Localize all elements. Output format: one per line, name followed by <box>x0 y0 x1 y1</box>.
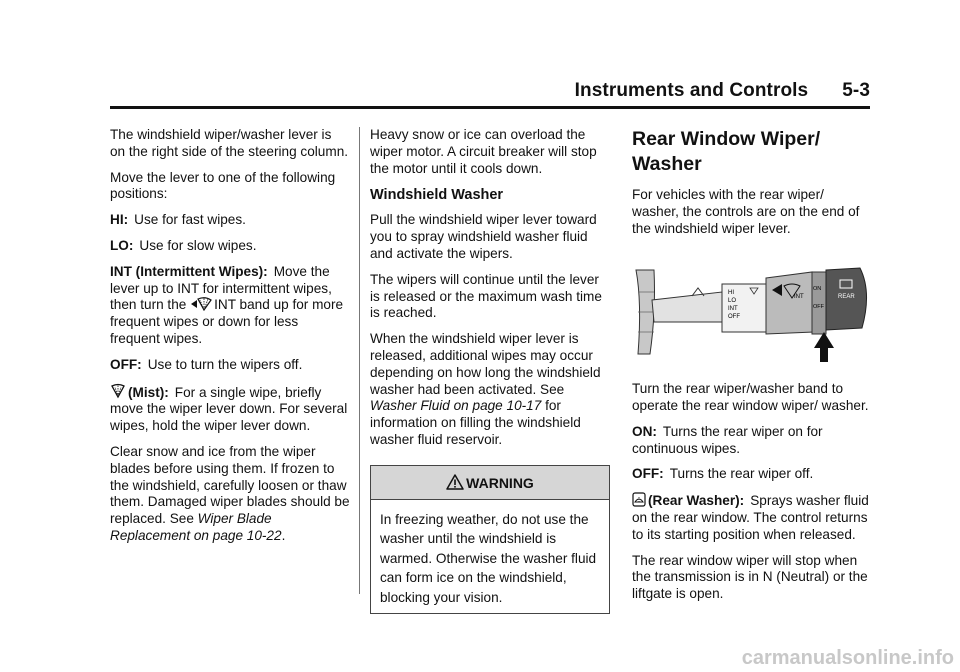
washer-fluid-ref-link[interactable]: Washer Fluid on page 10-17 <box>370 398 542 414</box>
turn-band-paragraph: Turn the rear wiper/washer band to operate the rear window wiper/ washer. <box>632 381 869 413</box>
released-text: When the windshield wiper lever is released, additional wipes may occur depending on how long the windshield washer had been activated. See <box>370 331 601 397</box>
wiper-lever-illustration <box>632 262 872 362</box>
rear-washer-text: Sprays washer fluid on the rear window. The control returns to its starting position when released. <box>632 493 869 542</box>
warning-text: In freezing weather, do not use the washer until the windshield is warmed. Otherwise the washer fluid can form ice on the windshield, blocking your vision. <box>380 511 597 605</box>
hi-item <box>110 212 350 229</box>
header-rule <box>110 106 870 109</box>
positions-paragraph: Move the lever to one of the following positions: <box>110 169 336 202</box>
lo-term: LO: <box>110 237 134 253</box>
fig-label-hi: HI <box>728 290 734 297</box>
on-text: Turns the rear wiper on for continuous wipes. <box>632 423 823 456</box>
column-divider <box>359 127 360 594</box>
rear-stop-paragraph: The rear window wiper will stop when the transmission is in N (Neutral) or the liftgate is open. <box>632 552 868 602</box>
watermark: carmanualsonline.info <box>741 647 954 669</box>
warning-title: WARNING <box>466 474 534 491</box>
pull-lever-paragraph: Pull the windshield wiper lever toward you to spray windshield washer fluid and activate the wipers. <box>370 212 597 261</box>
int-item <box>110 264 350 348</box>
fig-label-on: ON <box>813 286 822 293</box>
hi-term: HI: <box>110 212 129 228</box>
rear-wiper-heading: Rear Window Wiper/ Washer <box>632 128 821 175</box>
mist-text: For a single wipe, briefly move the wiper lever down. For several wipes, hold the wiper lever down. <box>110 384 348 434</box>
fig-label-off: OFF <box>728 314 740 321</box>
page-header <box>110 80 870 106</box>
overload-paragraph: Heavy snow or ice can overload the wiper motor. A circuit breaker will stop the motor until it cools down. <box>370 127 597 176</box>
rear-intro-paragraph: For vehicles with the rear wiper/ washer, the controls are on the end of the windshield wiper lever. <box>632 187 860 236</box>
windshield-washer-heading: Windshield Washer <box>370 187 504 204</box>
clear-end: . <box>281 527 286 543</box>
on-term: ON: <box>632 423 657 439</box>
column-1 <box>110 127 350 554</box>
clear-text: Clear snow and ice from the wiper blades before using them. If frozen to the windshield, carefully loosen or thaw them. Damaged wiper blades should be replaced. See <box>110 443 350 527</box>
column-2 <box>370 127 610 614</box>
int-text-2: INT band up for more frequent wipes or down for less frequent wipes. <box>110 297 344 346</box>
lo-item <box>110 238 350 255</box>
mist-icon <box>110 383 126 399</box>
mist-item <box>110 383 350 435</box>
lo-text: Use for slow wipes. <box>139 237 257 253</box>
intro-paragraph: The windshield wiper/washer lever is on the right side of the steering column. <box>110 127 349 159</box>
fig-label-int2: INT <box>794 294 804 301</box>
warning-header <box>371 466 609 500</box>
warning-icon <box>446 474 464 490</box>
page-number: 5-3 <box>842 80 870 101</box>
fig-label-int: INT <box>728 306 738 313</box>
int-text-1: Move the lever up to INT for intermittent wipes, then turn the <box>110 263 332 313</box>
fig-label-off2: OFF <box>813 304 824 311</box>
clear-paragraph <box>110 444 350 545</box>
column-3 <box>632 127 874 612</box>
continue-paragraph: The wipers will continue until the lever is released or the maximum wash time is reached. <box>370 271 602 321</box>
section-title: Instruments and Controls <box>574 80 809 101</box>
mist-term: (Mist): <box>128 384 169 400</box>
off-term: OFF: <box>110 356 142 372</box>
int-term: INT (Intermittent Wipes): <box>110 263 268 279</box>
fig-label-rear: REAR <box>838 294 855 301</box>
on-item <box>632 424 874 458</box>
off-item-rear <box>632 466 874 483</box>
off-text-rear: Turns the rear wiper off. <box>669 466 814 482</box>
released-text-end: for information on filling the windshield washer fluid reservoir. <box>370 398 581 447</box>
off-item <box>110 357 350 374</box>
off-term-rear: OFF: <box>632 466 664 482</box>
rear-washer-item <box>632 492 874 543</box>
off-text: Use to turn the wipers off. <box>147 356 303 372</box>
warning-box <box>370 465 610 614</box>
rear-washer-icon <box>632 492 646 507</box>
fig-label-lo: LO <box>728 298 737 305</box>
released-paragraph <box>370 331 610 449</box>
int-band-icon <box>190 297 212 311</box>
rear-washer-term: (Rear Washer): <box>648 493 745 509</box>
hi-text: Use for fast wipes. <box>134 212 246 228</box>
wiper-blade-ref-link[interactable]: Wiper Blade Replacement on page 10-22 <box>110 511 282 543</box>
